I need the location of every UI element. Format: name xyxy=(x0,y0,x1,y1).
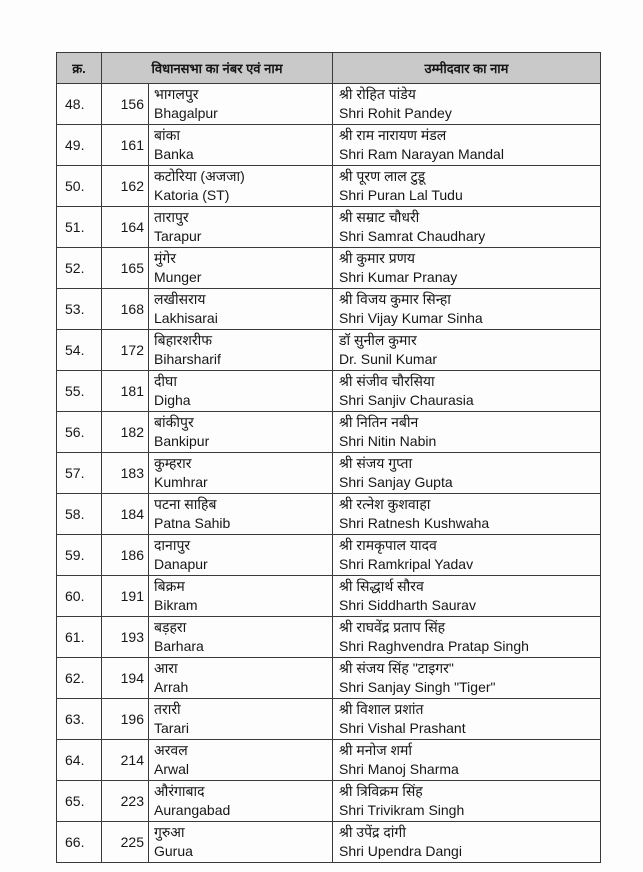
constituency-name-english: Bikram xyxy=(154,597,198,613)
header-constituency: विधानसभा का नंबर एवं नाम xyxy=(102,53,333,84)
candidate-name-hindi: श्री नितिन नबीन xyxy=(339,414,419,430)
constituency-name-english: Digha xyxy=(154,392,191,408)
constituency-name xyxy=(149,371,333,412)
candidate-name xyxy=(333,781,601,822)
candidate-name xyxy=(333,658,601,699)
constituency-name xyxy=(149,453,333,494)
candidate-name-hindi: श्री विजय कुमार सिन्हा xyxy=(339,291,451,307)
constituency-name xyxy=(149,289,333,330)
constituency-number: 162 xyxy=(102,166,149,207)
candidate-name-english: Shri Nitin Nabin xyxy=(339,433,437,449)
candidate-name-english: Shri Ramkripal Yadav xyxy=(339,556,474,572)
constituency-number: 184 xyxy=(102,494,149,535)
candidate-name xyxy=(333,453,601,494)
candidate-name-english: Shri Sanjay Gupta xyxy=(339,474,453,490)
constituency-name xyxy=(149,740,333,781)
constituency-number: 196 xyxy=(102,699,149,740)
candidate-name-hindi: श्री कुमार प्रणय xyxy=(339,250,416,266)
constituency-name-english: Tarari xyxy=(154,720,190,736)
candidate-name-english: Shri Puran Lal Tudu xyxy=(339,187,463,203)
candidate-name-english: Shri Vishal Prashant xyxy=(339,720,466,736)
header-candidate: उम्मीदवार का नाम xyxy=(333,53,601,84)
constituency-name-english: Tarapur xyxy=(154,228,202,244)
constituency-number: 182 xyxy=(102,412,149,453)
constituency-name-english: Lakhisarai xyxy=(154,310,218,326)
serial-number: 64. xyxy=(57,740,102,781)
candidate-name-hindi: श्री राम नारायण मंडल xyxy=(339,127,447,143)
constituency-name-hindi: बांकीपुर xyxy=(154,414,194,430)
candidate-name xyxy=(333,84,601,125)
candidate-table xyxy=(56,52,601,863)
table-row xyxy=(57,289,601,330)
table-row xyxy=(57,84,601,125)
constituency-name xyxy=(149,781,333,822)
candidate-name-english: Shri Upendra Dangi xyxy=(339,843,462,859)
constituency-name-english: Munger xyxy=(154,269,202,285)
table-row xyxy=(57,822,601,863)
constituency-name-english: Kumhrar xyxy=(154,474,208,490)
serial-number: 49. xyxy=(57,125,102,166)
constituency-name-hindi: औरंगाबाद xyxy=(154,783,205,799)
constituency-number: 172 xyxy=(102,330,149,371)
serial-number: 54. xyxy=(57,330,102,371)
candidate-name xyxy=(333,207,601,248)
candidate-name-hindi: श्री राघवेंद्र प्रताप सिंह xyxy=(339,619,446,635)
table-row xyxy=(57,576,601,617)
candidate-name-hindi: श्री सिद्धार्थ सौरव xyxy=(339,578,424,594)
serial-number: 48. xyxy=(57,84,102,125)
constituency-number: 161 xyxy=(102,125,149,166)
constituency-number: 193 xyxy=(102,617,149,658)
candidate-name-hindi: श्री रोहित पांडेय xyxy=(339,86,416,102)
candidate-name xyxy=(333,535,601,576)
constituency-name xyxy=(149,166,333,207)
table-row xyxy=(57,699,601,740)
serial-number: 53. xyxy=(57,289,102,330)
constituency-name-english: Danapur xyxy=(154,556,208,572)
constituency-name-english: Gurua xyxy=(154,843,193,859)
candidate-name-english: Shri Ram Narayan Mandal xyxy=(339,146,504,162)
candidate-name-hindi: श्री रत्नेश कुशवाहा xyxy=(339,496,431,512)
constituency-name-hindi: कटोरिया (अजजा) xyxy=(154,168,245,184)
table-row xyxy=(57,125,601,166)
serial-number: 57. xyxy=(57,453,102,494)
constituency-name xyxy=(149,822,333,863)
candidate-name-english: Dr. Sunil Kumar xyxy=(339,351,438,367)
constituency-name-hindi: बड़हरा xyxy=(154,619,187,635)
table-row xyxy=(57,781,601,822)
candidate-name xyxy=(333,617,601,658)
constituency-name-hindi: कुम्हरार xyxy=(154,455,192,471)
serial-number: 51. xyxy=(57,207,102,248)
candidate-name xyxy=(333,576,601,617)
candidate-name-english: Shri Trivikram Singh xyxy=(339,802,465,818)
constituency-name-hindi: तरारी xyxy=(154,701,181,717)
constituency-name xyxy=(149,494,333,535)
serial-number: 63. xyxy=(57,699,102,740)
candidate-name-english: Shri Ratnesh Kushwaha xyxy=(339,515,490,531)
constituency-name-english: Barhara xyxy=(154,638,204,654)
serial-number: 56. xyxy=(57,412,102,453)
table-row xyxy=(57,453,601,494)
candidate-name xyxy=(333,699,601,740)
candidate-name-hindi: श्री संजीव चौरसिया xyxy=(339,373,435,389)
serial-number: 61. xyxy=(57,617,102,658)
constituency-name xyxy=(149,125,333,166)
serial-number: 62. xyxy=(57,658,102,699)
table-row xyxy=(57,248,601,289)
table-row xyxy=(57,535,601,576)
candidate-name xyxy=(333,330,601,371)
constituency-number: 191 xyxy=(102,576,149,617)
serial-number: 60. xyxy=(57,576,102,617)
constituency-name-english: Patna Sahib xyxy=(154,515,231,531)
constituency-name xyxy=(149,412,333,453)
constituency-name-english: Arrah xyxy=(154,679,189,695)
candidate-name-hindi: श्री विशाल प्रशांत xyxy=(339,701,424,717)
constituency-name-english: Bhagalpur xyxy=(154,105,218,121)
constituency-name-english: Biharsharif xyxy=(154,351,221,367)
candidate-name-hindi: श्री पूरण लाल टुडू xyxy=(339,168,426,184)
serial-number: 65. xyxy=(57,781,102,822)
serial-number: 66. xyxy=(57,822,102,863)
constituency-name-english: Bankipur xyxy=(154,433,210,449)
constituency-name xyxy=(149,330,333,371)
constituency-name xyxy=(149,699,333,740)
constituency-number: 168 xyxy=(102,289,149,330)
constituency-name-hindi: बांका xyxy=(154,127,180,143)
constituency-number: 223 xyxy=(102,781,149,822)
candidate-name xyxy=(333,494,601,535)
constituency-name-hindi: बिक्रम xyxy=(154,578,185,594)
candidate-name-english: Shri Samrat Chaudhary xyxy=(339,228,486,244)
table-header xyxy=(57,53,601,84)
serial-number: 58. xyxy=(57,494,102,535)
constituency-name-hindi: पटना साहिब xyxy=(154,496,217,512)
constituency-number: 181 xyxy=(102,371,149,412)
candidate-name-hindi: श्री संजय सिंह "टाइगर" xyxy=(339,660,454,676)
table-row xyxy=(57,412,601,453)
constituency-name xyxy=(149,207,333,248)
serial-number: 50. xyxy=(57,166,102,207)
constituency-name-hindi: दानापुर xyxy=(154,537,191,553)
constituency-number: 156 xyxy=(102,84,149,125)
table-row xyxy=(57,740,601,781)
constituency-name xyxy=(149,617,333,658)
constituency-name-hindi: अरवल xyxy=(154,742,188,758)
candidate-name-hindi: श्री संजय गुप्ता xyxy=(339,455,413,471)
candidate-name-english: Shri Kumar Pranay xyxy=(339,269,458,285)
candidate-name xyxy=(333,740,601,781)
constituency-name xyxy=(149,84,333,125)
candidate-name xyxy=(333,412,601,453)
serial-number: 55. xyxy=(57,371,102,412)
candidate-name-english: Shri Raghvendra Pratap Singh xyxy=(339,638,529,654)
candidate-name xyxy=(333,289,601,330)
constituency-name-hindi: भागलपुर xyxy=(154,86,199,102)
candidate-name-english: Shri Rohit Pandey xyxy=(339,105,452,121)
constituency-name-hindi: दीघा xyxy=(154,373,177,389)
candidate-name xyxy=(333,248,601,289)
table-row xyxy=(57,617,601,658)
constituency-name-english: Banka xyxy=(154,146,194,162)
constituency-number: 165 xyxy=(102,248,149,289)
constituency-name-hindi: आरा xyxy=(154,660,178,676)
constituency-name xyxy=(149,248,333,289)
constituency-name-english: Arwal xyxy=(154,761,190,777)
candidate-name-english: Shri Siddharth Saurav xyxy=(339,597,476,613)
constituency-name-hindi: मुंगेर xyxy=(154,250,176,266)
serial-number: 52. xyxy=(57,248,102,289)
candidate-name xyxy=(333,371,601,412)
constituency-name xyxy=(149,658,333,699)
constituency-name-hindi: गुरुआ xyxy=(154,824,185,840)
table-row xyxy=(57,166,601,207)
constituency-name xyxy=(149,576,333,617)
candidate-name-hindi: श्री उपेंद्र दांगी xyxy=(339,824,406,840)
constituency-name-hindi: तारापुर xyxy=(154,209,189,225)
candidate-name-english: Shri Sanjiv Chaurasia xyxy=(339,392,474,408)
table-row xyxy=(57,658,601,699)
candidate-name-hindi: श्री रामकृपाल यादव xyxy=(339,537,437,553)
header-serial: क्र. xyxy=(57,53,102,84)
constituency-number: 164 xyxy=(102,207,149,248)
candidate-name xyxy=(333,125,601,166)
candidate-name-english: Shri Manoj Sharma xyxy=(339,761,459,777)
candidate-name-english: Shri Sanjay Singh "Tiger" xyxy=(339,679,496,695)
candidate-name-hindi: श्री सम्राट चौधरी xyxy=(339,209,420,225)
candidate-name xyxy=(333,822,601,863)
constituency-number: 214 xyxy=(102,740,149,781)
constituency-number: 186 xyxy=(102,535,149,576)
constituency-number: 194 xyxy=(102,658,149,699)
constituency-name-english: Katoria (ST) xyxy=(154,187,230,203)
table-row xyxy=(57,371,601,412)
candidate-name-hindi: श्री त्रिविक्रम सिंह xyxy=(339,783,423,799)
serial-number: 59. xyxy=(57,535,102,576)
constituency-number: 183 xyxy=(102,453,149,494)
table-row xyxy=(57,330,601,371)
constituency-name xyxy=(149,535,333,576)
constituency-name-hindi: लखीसराय xyxy=(154,291,206,307)
constituency-number: 225 xyxy=(102,822,149,863)
candidate-name-english: Shri Vijay Kumar Sinha xyxy=(339,310,483,326)
candidate-name xyxy=(333,166,601,207)
table-row xyxy=(57,494,601,535)
candidate-name-hindi: डॉ सुनील कुमार xyxy=(339,332,417,348)
table-body xyxy=(57,84,601,863)
header-row xyxy=(57,53,601,84)
candidate-name-hindi: श्री मनोज शर्मा xyxy=(339,742,412,758)
constituency-name-english: Aurangabad xyxy=(154,802,231,818)
table-row xyxy=(57,207,601,248)
constituency-name-hindi: बिहारशरीफ xyxy=(154,332,213,348)
